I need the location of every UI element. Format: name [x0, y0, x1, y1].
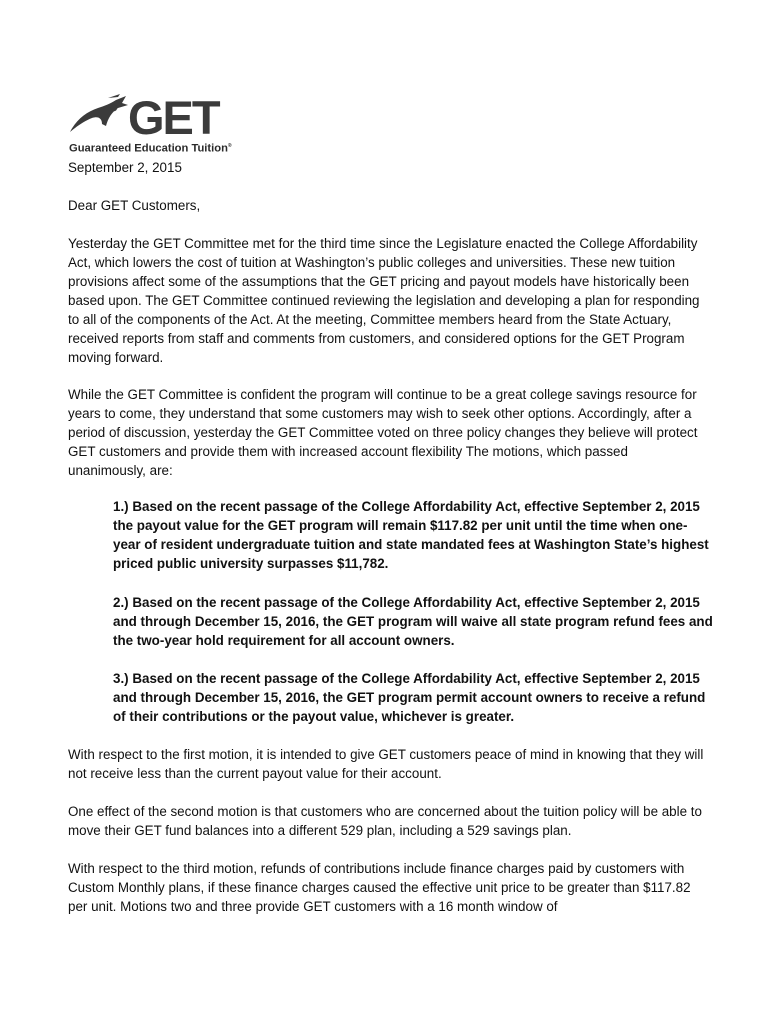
motion-two: 2.) Based on the recent passage of the College Affordability Act, effective September 2, 2015 and through December 15, 2016, the GET program will waive all state program refund fees and the two-year hold requirement for all account owners. [113, 595, 713, 648]
logo-tagline: Guaranteed Education Tuition® [69, 142, 232, 155]
motion-three: 3.) Based on the recent passage of the College Affordability Act, effective September 2, 2015 and through December 15, 2016, the GET program permit account owners to receive a refund of their contributions or the payout value, whichever is greater. [113, 671, 706, 724]
logo-wordmark: GET [128, 91, 219, 144]
get-logo [68, 91, 248, 155]
paragraph-first-motion: With respect to the first motion, it is intended to give GET customers peace of mind in knowing that they will not receive less than the current payout value for their account. [68, 747, 704, 781]
motion-one: 1.) Based on the recent passage of the College Affordability Act, effective September 2, 2015 the payout value for the GET program will remain $117.82 per unit until the time when one-year of resident undergraduate tuition and state mandated fees at Washington State’s highest priced public university surpasses $11,782. [113, 499, 709, 571]
paragraph-committee-vote: While the GET Committee is confident the program will continue to be a great college savings resource for years to come, they understand that some customers may wish to seek other options. Accordingly, after a period of discussion, yesterday the GET Committee voted on three policy changes they believe will protect GET customers and provide them with increased account flexibility The motions, which passed unanimously, are: [68, 387, 698, 478]
graduate-figure-icon [68, 94, 130, 140]
paragraph-second-motion: One effect of the second motion is that customers who are concerned about the tuition policy will be able to move their GET fund balances into a different 529 plan, including a 529 savings plan. [68, 804, 702, 838]
paragraph-third-motion: With respect to the third motion, refunds of contributions include finance charges paid by customers with Custom Monthly plans, if these finance charges caused the effective unit price to be greater than $117.82 per unit. Motions two and three provide GET customers with a 16 month window of [68, 861, 691, 914]
paragraph-intro: Yesterday the GET Committee met for the third time since the Legislature enacted the College Affordability Act, which lowers the cost of tuition at Washington’s public colleges and universities. These new tuition provisions affect some of the assumptions that the GET pricing and payout models have historically been based upon. The GET Committee continued reviewing the legislation and developing a plan for responding to all of the components of the Act. At the meeting, Committee members heard from the State Actuary, received reports from staff and comments from customers, and considered options for the GET Program moving forward. [68, 236, 700, 365]
letter-date: September 2, 2015 [68, 160, 182, 175]
letter-salutation: Dear GET Customers, [68, 198, 201, 213]
